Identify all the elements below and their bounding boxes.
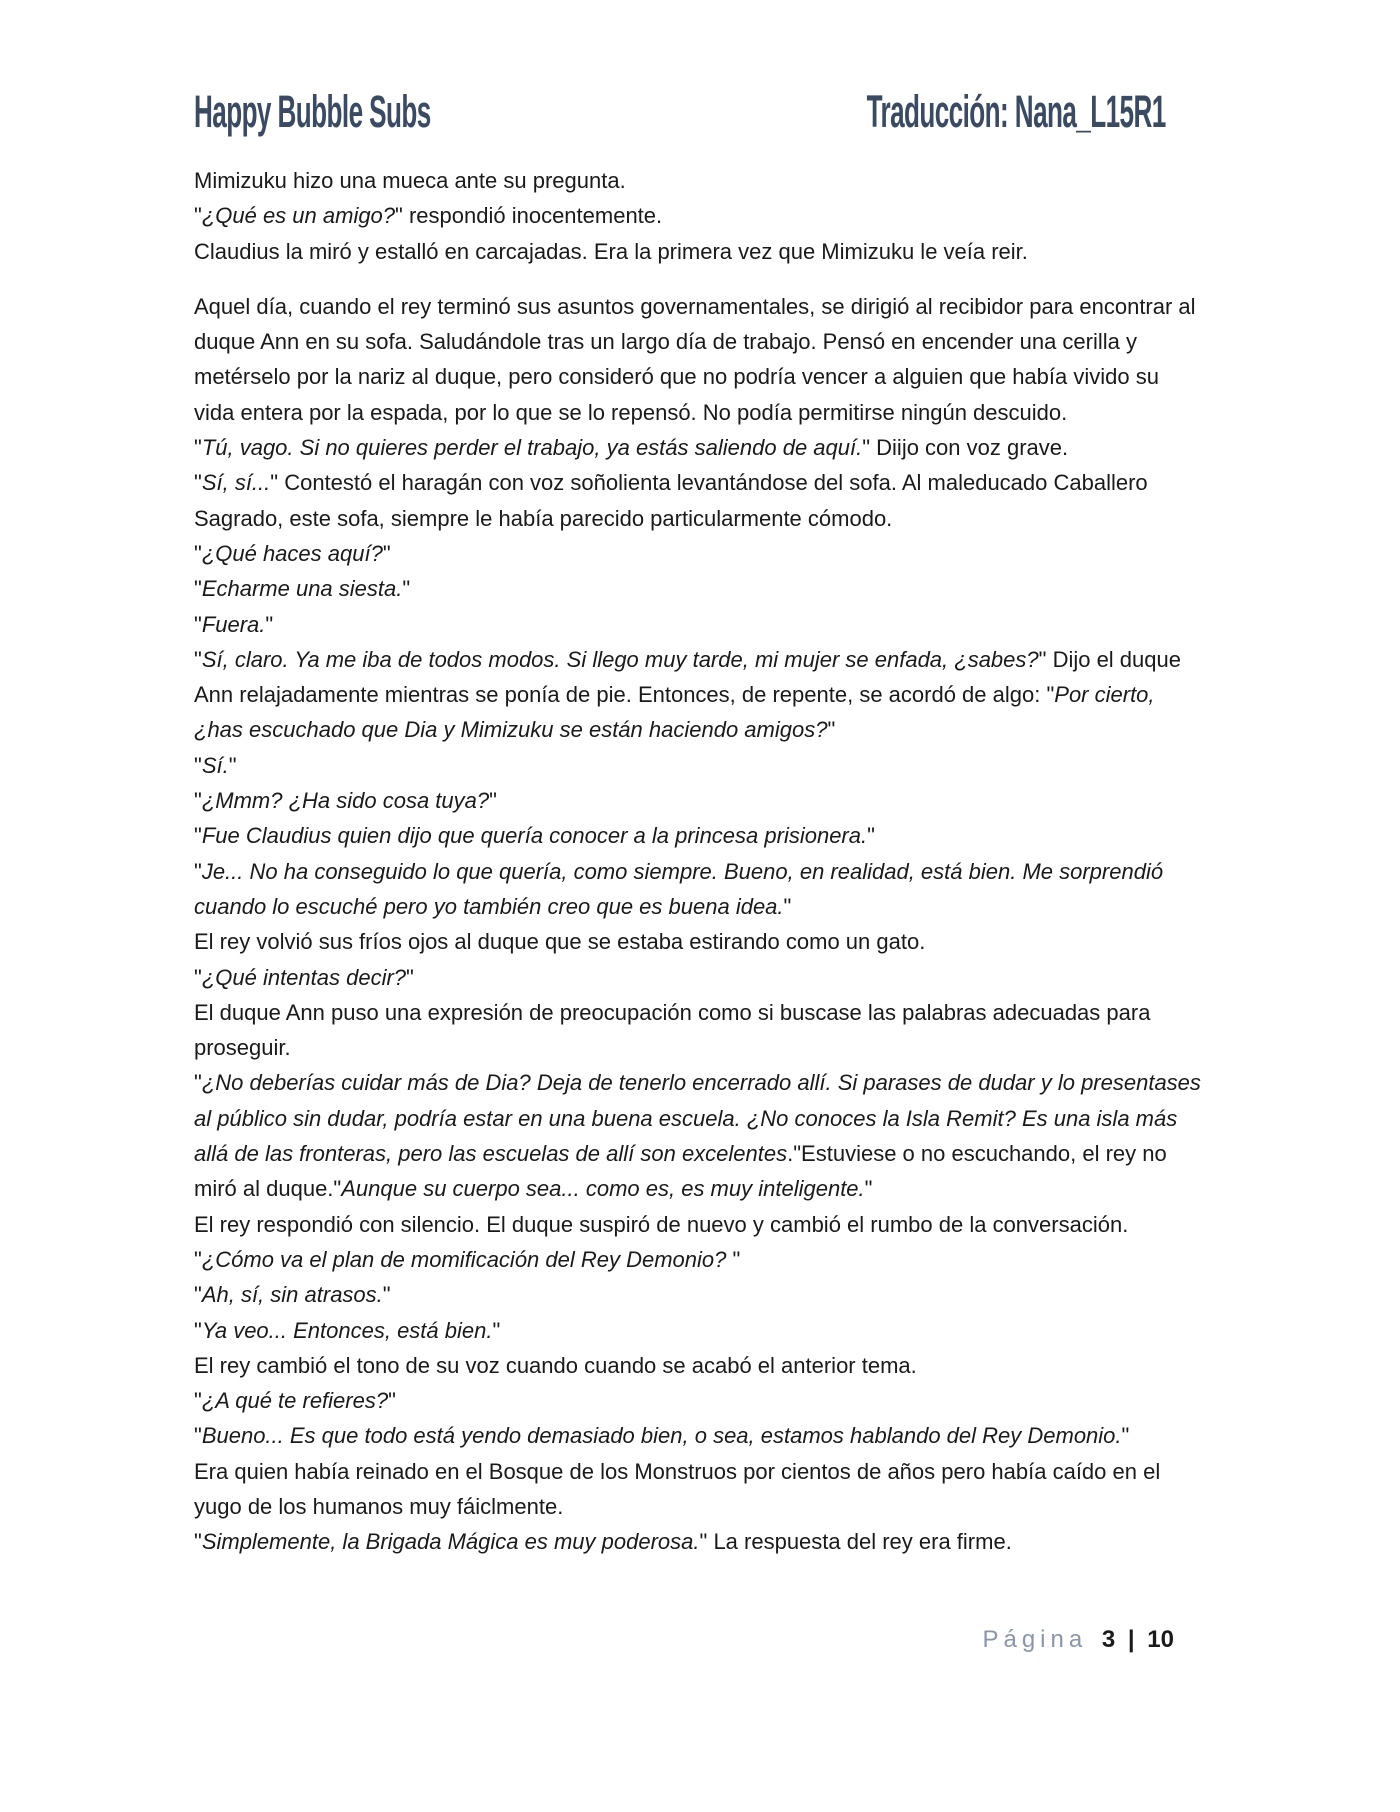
- paragraph: [194, 748, 1204, 783]
- paragraph: [194, 1348, 1204, 1383]
- narration-text: ": [194, 964, 202, 990]
- narration-text: ": [382, 1282, 391, 1308]
- paragraph: [194, 854, 1204, 925]
- narration-text: ": [382, 540, 391, 566]
- narration-text: El rey respondió con silencio. El duque suspiró de nuevo y cambió el rumbo de la conversación.: [194, 1211, 1129, 1237]
- paragraph: [194, 536, 1204, 571]
- paragraph: [194, 960, 1204, 995]
- paragraph: [194, 642, 1204, 748]
- paragraph: [194, 783, 1204, 818]
- paragraph: [194, 1277, 1204, 1312]
- narration-text: ": [388, 1388, 396, 1414]
- dialogue-text: ¿No deberías cuidar más de Dia? Deja de tenerlo encerrado allí. Si parases de dudar y lo presentases al público sin dudar, podría estar en una buena escuela. ¿No conoces la Isla Remit? Es una isla más allá de las fronteras, pero las escuelas de allí son excelentes: [194, 1070, 1201, 1167]
- narration-text: ": [194, 203, 202, 229]
- narration-text: ": [1121, 1423, 1130, 1449]
- dialogue-text: Sí.: [201, 752, 229, 778]
- narration-text: ": [194, 1423, 202, 1449]
- narration-text: ": [194, 1282, 202, 1308]
- paragraph: [194, 1313, 1204, 1348]
- narration-text: " La respuesta del rey era firme.: [699, 1529, 1012, 1555]
- paragraph: [194, 163, 1204, 198]
- document-body: [194, 163, 1204, 1560]
- dialogue-text: Por cierto, ¿has escuchado que Dia y Mimizuku se están haciendo amigos?: [194, 682, 1155, 743]
- dialogue-text: ¿Qué haces aquí?: [201, 540, 383, 566]
- narration-text: ": [732, 1246, 741, 1272]
- narration-text: ": [864, 1176, 873, 1202]
- paragraph: [194, 1454, 1204, 1525]
- narration-text: ."Estuviese o no escuchando, el rey no miró al duque.": [194, 1141, 1167, 1202]
- narration-text: ": [194, 1529, 202, 1555]
- narration-text: ": [228, 752, 237, 778]
- dialogue-text: Bueno... Es que todo está yendo demasiado bien, o sea, estamos hablando del Rey Demonio.: [201, 1423, 1122, 1449]
- narration-text: ": [194, 1070, 202, 1096]
- narration-text: ": [827, 717, 836, 743]
- narration-text: " Diijo con voz grave.: [862, 435, 1069, 461]
- dialogue-text: Ah, sí, sin atrasos.: [201, 1282, 383, 1308]
- narration-text: Aquel día, cuando el rey terminó sus asuntos governamentales, se dirigió al recibidor para encontrar al duque Ann en su sofa. Saludándole tras un largo día de trabajo. Pensó en encender una cerilla y metérselo por la nariz al duque, pero consideró que no podría vencer a alguien que había vivido su vida entera por la espada, por lo que se lo repensó. No podía permitirse ningún descuido.: [194, 293, 1196, 425]
- dialogue-text: Je... No ha conseguido lo que quería, como siempre. Bueno, en realidad, está bien. Me sorprendió cuando lo escuché pero yo también creo que es buena idea.: [194, 858, 1164, 919]
- narration-text: ": [406, 964, 414, 990]
- narration-text: " respondió inocentemente.: [395, 203, 663, 229]
- paragraph: [194, 1242, 1204, 1277]
- dialogue-text: Sí, sí...: [201, 470, 271, 496]
- dialogue-text: ¿Cómo va el plan de momificación del Rey Demonio?: [201, 1246, 733, 1272]
- narration-text: ": [194, 823, 202, 849]
- dialogue-text: Aunque su cuerpo sea... como es, es muy inteligente.: [341, 1176, 865, 1202]
- paragraph: [194, 1524, 1204, 1559]
- dialogue-text: Fue Claudius quien dijo que quería conocer a la princesa prisionera.: [201, 823, 868, 849]
- paragraph: [194, 289, 1204, 430]
- paragraph: [194, 465, 1204, 536]
- narration-text: " Contestó el haragán con voz soñolienta levantándose del sofa. Al maleducado Caballero Sagrado, este sofa, siempre le había parecido particularmente cómodo.: [194, 470, 1148, 531]
- page-total: 10: [1147, 1626, 1174, 1653]
- paragraph: [194, 571, 1204, 606]
- paragraph: [194, 607, 1204, 642]
- narration-text: ": [194, 540, 202, 566]
- dialogue-text: Tú, vago. Si no quieres perder el trabajo, ya estás saliendo de aquí.: [201, 435, 863, 461]
- narration-text: ": [194, 858, 202, 884]
- group-name: Happy Bubble Subs: [194, 86, 431, 137]
- narration-text: El rey volvió sus fríos ojos al duque que se estaba estirando como un gato.: [194, 929, 926, 955]
- narration-text: ": [194, 1246, 202, 1272]
- dialogue-text: Echarme una siesta.: [201, 576, 403, 602]
- paragraph: [194, 1418, 1204, 1453]
- narration-text: " Dijo el duque Ann relajadamente mientras se ponía de pie. Entonces, de repente, se acordó de algo: ": [194, 646, 1181, 708]
- narration-text: ": [194, 788, 202, 814]
- dialogue-text: Ya veo... Entonces, está bien.: [201, 1317, 493, 1343]
- dialogue-text: ¿Qué es un amigo?: [201, 203, 396, 229]
- paragraph: [194, 1383, 1204, 1418]
- narration-text: ": [492, 1317, 501, 1343]
- narration-text: ": [867, 823, 875, 849]
- narration-text: ": [194, 646, 202, 672]
- dialogue-text: Fuera.: [201, 611, 266, 637]
- narration-text: Claudius la miró y estalló en carcajadas. Era la primera vez que Mimizuku le veía reir.: [194, 238, 1028, 264]
- paragraph: [194, 818, 1204, 853]
- page-word: Página: [982, 1626, 1088, 1653]
- dialogue-text: ¿Qué intentas decir?: [201, 964, 407, 990]
- narration-text: El duque Ann puso una expresión de preocupación como si buscase las palabras adecuadas para proseguir.: [194, 999, 1151, 1061]
- paragraph: [194, 1207, 1204, 1242]
- narration-text: ": [194, 470, 202, 496]
- dialogue-text: Simplemente, la Brigada Mágica es muy poderosa.: [201, 1529, 700, 1555]
- paragraph: [194, 198, 1204, 233]
- narration-text: ": [194, 435, 202, 461]
- page-footer: [982, 1623, 1174, 1657]
- page-separator: |: [1127, 1626, 1135, 1653]
- dialogue-text: Sí, claro. Ya me iba de todos modos. Si llego muy tarde, mi mujer se enfada, ¿sabes?: [201, 646, 1039, 672]
- narration-text: ": [783, 893, 792, 919]
- page-header: [194, 82, 1166, 152]
- narration-text: ": [265, 611, 274, 637]
- narration-text: El rey cambió el tono de su voz cuando cuando se acabó el anterior tema.: [194, 1352, 917, 1378]
- narration-text: Era quien había reinado en el Bosque de los Monstruos por cientos de años pero había caído en el yugo de los humanos muy fáiclmente.: [194, 1458, 1161, 1519]
- paragraph: [194, 1065, 1204, 1206]
- paragraph: [194, 234, 1204, 269]
- narration-text: ": [194, 1317, 202, 1343]
- paragraph: [194, 995, 1204, 1066]
- narration-text: ": [489, 788, 497, 814]
- page-number: 3: [1101, 1626, 1116, 1653]
- narration-text: ": [194, 611, 202, 637]
- paragraph: [194, 924, 1204, 959]
- narration-text: ": [194, 752, 202, 778]
- narration-text: Mimizuku hizo una mueca ante su pregunta.: [194, 168, 626, 193]
- translator-credit: Traducción: Nana_L15R1: [866, 86, 1166, 137]
- paragraph: [194, 430, 1204, 465]
- narration-text: ": [402, 576, 411, 602]
- dialogue-text: ¿A qué te refieres?: [201, 1388, 389, 1414]
- dialogue-text: ¿Mmm? ¿Ha sido cosa tuya?: [201, 788, 490, 814]
- narration-text: ": [194, 1388, 202, 1414]
- narration-text: ": [194, 576, 202, 602]
